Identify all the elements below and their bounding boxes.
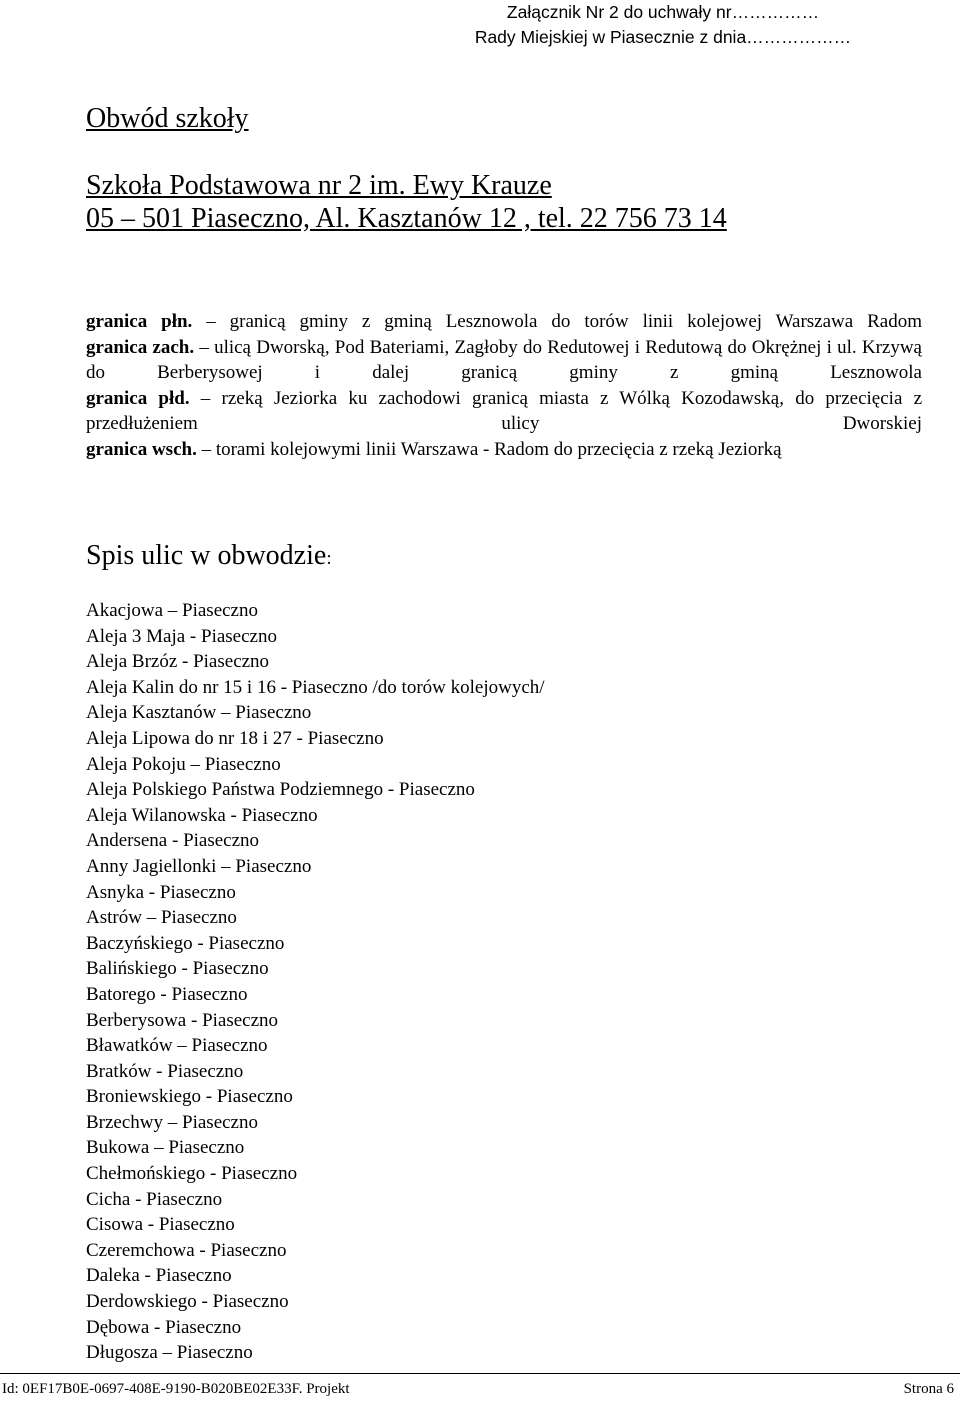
street-item: Aleja Brzóz - Piaseczno [86, 651, 270, 673]
street-item: Dębowa - Piaseczno [86, 1316, 242, 1338]
boundary-south-text: – rzeką Jeziorka ku zachodowi granicą miasta z Wólką Kozodawską, do przecięcia z przedłużeniem ulicy Dworskiej [86, 387, 923, 435]
boundary-south-label: granica płd. [86, 387, 190, 409]
streets-heading-colon: : [326, 548, 332, 569]
street-item: Anny Jagiellonki – Piaseczno [86, 855, 312, 877]
boundary-north [86, 309, 922, 335]
street-item: Andersena - Piaseczno [86, 830, 260, 852]
street-item: Berberysowa - Piaseczno [86, 1009, 279, 1031]
boundary-east-text: – torami kolejowymi linii Warszawa - Radom do przecięcia z rzeką Jeziorką [196, 438, 782, 460]
street-item: Brzechwy – Piaseczno [86, 1111, 258, 1133]
street-item: Daleka - Piaseczno [86, 1265, 232, 1287]
street-item: Aleja 3 Maja - Piaseczno [86, 625, 277, 647]
street-item: Aleja Wilanowska - Piaseczno [86, 804, 318, 826]
street-item: Aleja Kalin do nr 15 i 16 - Piaseczno /do torów kolejowych/ [86, 676, 545, 698]
street-item: Aleja Polskiego Państwa Podziemnego - Piaseczno [86, 779, 475, 801]
street-item: Akacjowa – Piaseczno [86, 600, 258, 621]
street-item: Cisowa - Piaseczno [86, 1214, 235, 1236]
header-line-1: Załącznik Nr 2 do uchwały nr…………… [506, 2, 820, 22]
boundary-west-label: granica zach. [86, 336, 195, 358]
street-item: Bławatków – Piaseczno [86, 1035, 268, 1057]
street-item: Astrów – Piaseczno [86, 907, 237, 929]
document-id: Id: 0EF17B0E-0697-408E-9190-B020BE02E33F. Projekt [2, 1381, 350, 1397]
street-item: Czeremchowa - Piaseczno [86, 1239, 287, 1261]
page-footer [0, 1373, 960, 1400]
street-item: Baczyńskiego - Piaseczno [86, 932, 285, 954]
street-item: Aleja Lipowa do nr 18 i 27 - Piaseczno [86, 727, 384, 749]
header-line-2: Rady Miejskiej w Piasecznie z dnia……………… [474, 27, 852, 47]
streets-heading-text: Spis ulic w obwodzie [86, 540, 327, 571]
street-item: Aleja Kasztanów – Piaseczno [86, 702, 312, 724]
boundary-east-label: granica wsch. [86, 438, 197, 460]
street-item: Asnyka - Piaseczno [86, 881, 236, 903]
street-item: Chełmońskiego - Piaseczno [86, 1163, 298, 1185]
boundary-east [86, 437, 922, 463]
street-item: Bukowa – Piaseczno [86, 1137, 245, 1159]
street-item: Balińskiego - Piaseczno [86, 958, 269, 980]
boundary-north-text: – granicą gminy z gminą Lesznowola do torów linii kolejowej Warszawa Radom [192, 311, 922, 332]
streets-heading [86, 538, 332, 577]
street-item: Broniewskiego - Piaseczno [86, 1086, 293, 1108]
page-number: Strona 6 [903, 1381, 954, 1397]
school-name: Szkoła Podstawowa nr 2 im. Ewy Krauze [86, 170, 552, 201]
boundary-south [86, 386, 922, 437]
school-address: 05 – 501 Piaseczno, Al. Kasztanów 12 , tel. 22 756 73 14 [86, 203, 727, 234]
boundary-west-text: – ulicą Dworską, Pod Bateriami, Zagłoby do Redutowej i Redutową do Okrężnej i ul. Krzywą do Berberysowej i dalej granicą gminy z gminą Lesznowola [86, 336, 922, 384]
document-header [403, 0, 923, 50]
page-title: Obwód szkoły [86, 103, 249, 134]
school-info [86, 169, 727, 235]
boundary-north-label: granica płn. [86, 311, 193, 332]
street-item: Derdowskiego - Piaseczno [86, 1291, 289, 1313]
street-item: Cicha - Piaseczno [86, 1188, 223, 1210]
street-list [86, 598, 545, 1366]
district-boundaries [86, 309, 922, 463]
boundary-west [86, 335, 922, 386]
street-item: Długosza – Piaseczno [86, 1342, 253, 1364]
street-item: Bratków - Piaseczno [86, 1060, 244, 1082]
street-item: Batorego - Piaseczno [86, 983, 248, 1005]
street-item: Aleja Pokoju – Piaseczno [86, 753, 281, 775]
